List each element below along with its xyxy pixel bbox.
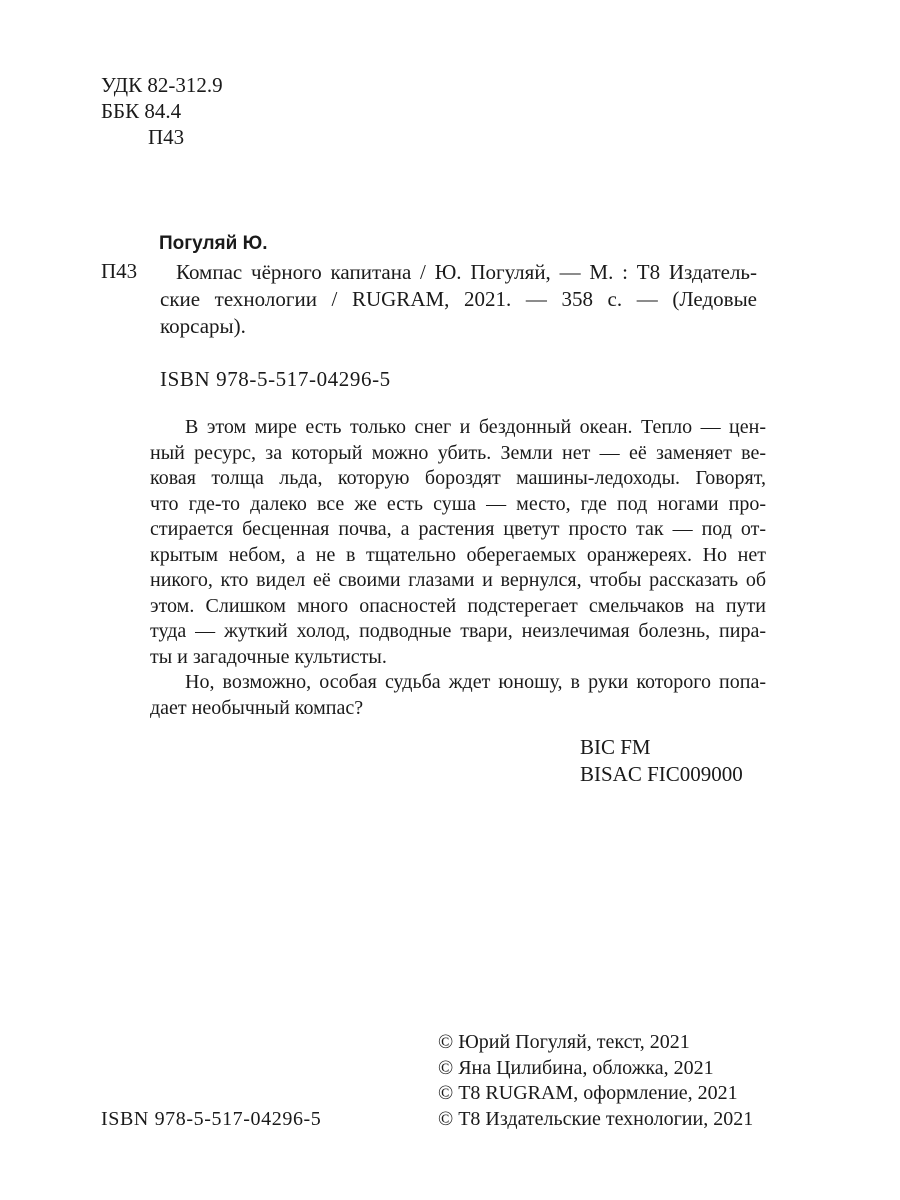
- description-line-1: Компас чёрного капитана / Ю. Погуляй, — М. : Т8 Издатель-: [176, 260, 757, 284]
- annotation-line: стирается бесценная почва, а растения цветут просто так — под от-: [150, 518, 766, 540]
- bic-code: BIC FM: [580, 735, 651, 759]
- annotation-line: ты и загадочные культисты.: [150, 645, 387, 668]
- annotation-line: дает необычный компас?: [150, 696, 364, 719]
- description-line-2: ские технологии / RUGRAM, 2021. — 358 с. — (Ледовые: [160, 287, 757, 311]
- bisac-code: BISAC FIC009000: [580, 762, 743, 786]
- copyright-text: © Юрий Погуляй, текст, 2021: [438, 1031, 690, 1053]
- annotation-line: крытым небом, а не в тщательно оберегаемых оранжереях. Но нет: [150, 543, 766, 566]
- margin-code: П43: [101, 259, 138, 283]
- annotation-line: Но, возможно, особая судьба ждет юношу, в руки которого попа-: [185, 671, 766, 693]
- annotation-line: ный ресурс, за который можно убить. Земли нет — её заменяет ве-: [150, 441, 766, 464]
- author-mark: П43: [148, 125, 185, 149]
- annotation-line: этом. Слишком много опасностей подстерегает смельчаков на пути: [150, 594, 766, 617]
- annotation-line: ковая толща льда, которую бороздят машины-ледоходы. Говорят,: [150, 467, 766, 489]
- isbn-record: ISBN 978-5-517-04296-5: [160, 367, 391, 391]
- annotation-line: туда — жуткий холод, подводные твари, неизлечимая болезнь, пира-: [150, 620, 766, 642]
- bbk-code: ББК 84.4: [101, 99, 182, 123]
- author-name: Погуляй Ю.: [159, 233, 268, 254]
- udk-code: УДК 82-312.9: [101, 73, 223, 97]
- description-line-3: корсары).: [160, 314, 246, 338]
- copyright-design: © Т8 RUGRAM, оформление, 2021: [438, 1082, 738, 1104]
- annotation-line: никого, кто видел её своими глазами и вернулся, чтобы рассказать об: [150, 569, 766, 591]
- isbn-footer: ISBN 978-5-517-04296-5: [101, 1108, 322, 1130]
- annotation-line: что где-то далеко все же есть суша — место, где под ногами про-: [150, 492, 766, 515]
- copyright-publisher: © Т8 Издательские технологии, 2021: [438, 1108, 754, 1130]
- copyright-cover: © Яна Цилибина, обложка, 2021: [438, 1057, 714, 1079]
- annotation-line: В этом мире есть только снег и бездонный океан. Тепло — цен-: [185, 416, 766, 438]
